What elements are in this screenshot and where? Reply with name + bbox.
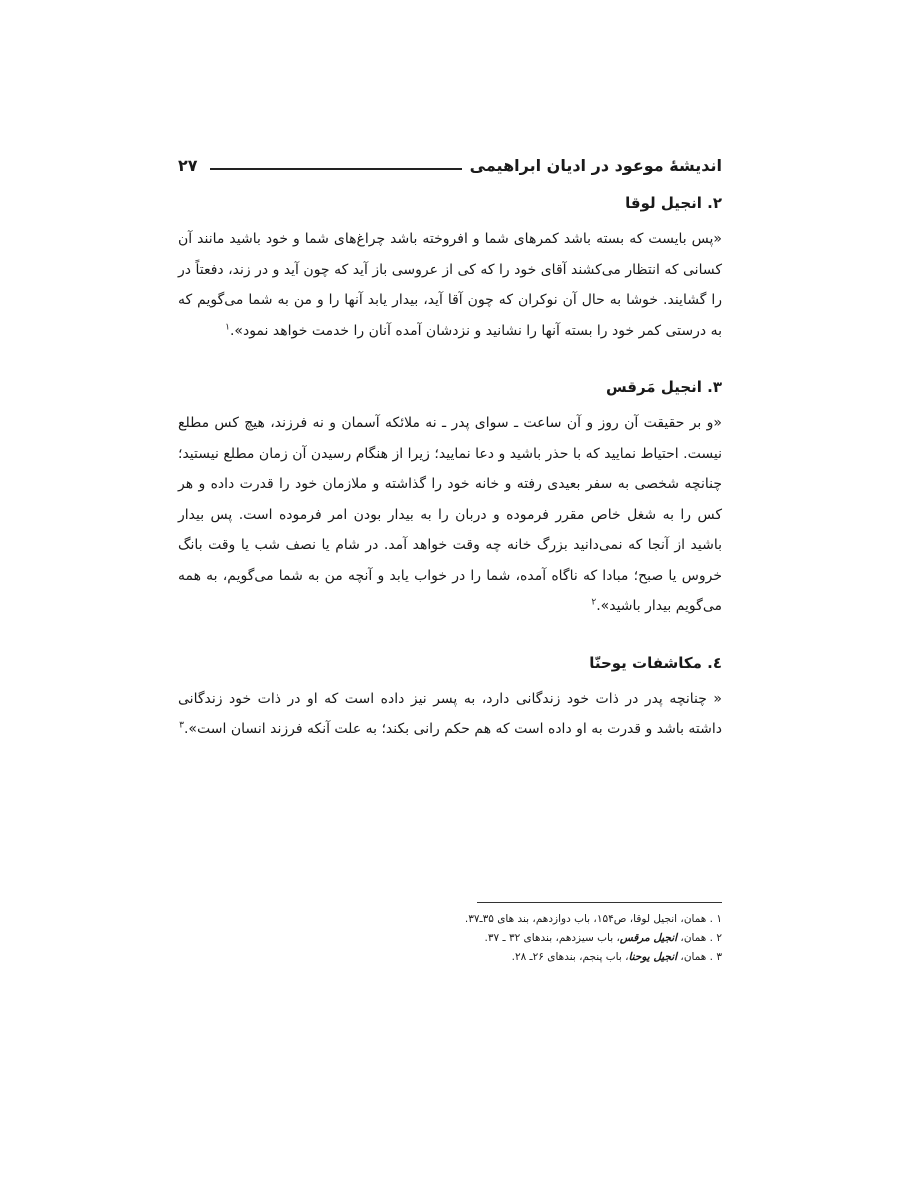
running-header (178, 150, 722, 180)
footnote-divider (477, 902, 722, 903)
footnote-emphasis: انجیل یوحنا (628, 951, 678, 963)
section-body (178, 684, 722, 745)
footnote-text: همان، (677, 932, 707, 944)
footnote-item (178, 910, 722, 929)
footnote-reference[interactable]: ۱ (225, 321, 230, 332)
header-rule (210, 168, 462, 170)
section-title: ۳. انجیل مَرقس (605, 378, 722, 396)
section-body (178, 408, 722, 622)
section-revelation (178, 652, 722, 745)
footnote-item (178, 929, 722, 948)
footnote-reference[interactable]: ۲ (591, 597, 597, 608)
footnote-text: همان، انجیل لوقا، ص۱۵۴، باب دوازدهم، بند های ۳۵ـ۳۷. (464, 913, 707, 925)
footnote-emphasis: انجیل مرقس (619, 932, 678, 944)
footnotes (178, 910, 722, 967)
section-mark (178, 376, 722, 622)
section-body (178, 224, 722, 346)
footnote-suffix: ، باب پنجم، بندهای ۲۶ـ ۲۸. (511, 951, 629, 963)
section-title: ۲. انجیل لوقا (625, 194, 722, 212)
section-luke (178, 192, 722, 346)
footnote-reference[interactable]: ۳ (179, 720, 184, 731)
running-header-title: اندیشهٔ موعود در ادیان ابراهیمی (469, 155, 722, 175)
section-text: « چنانچه پدر در ذات خود زندگانی دارد، به پسر نیز داده است که او در ذات خود زندگانی داشته باشد و قدرت به او داده است که هم حکم رانی بکند؛ به علت آنکه فرزند انسان است». (178, 690, 722, 737)
section-text: «پس بایست که بسته باشد کمرهای شما و افروخته باشد چراغ‌های شما و خود باشید مانند آن کسانی که انتظار می‌کشند آقای خود را که کی از عروسی باز آید که چون آید و در زند، دفعتاً در را گشایند. خوشا به حال آن نوکران که چون آقا آید، بیدار یابد آنها را و من به شما می‌گویم که به درستی کمر خود را بسته آنها را نشانید و نزدشان آمده آنان را خدمت خواهد نمود». (178, 231, 722, 339)
footnote-item (178, 948, 722, 967)
footnote-suffix: ، باب سیزدهم، بندهای ۳۲ ـ ۳۷. (484, 932, 620, 944)
footnote-text: همان، (677, 951, 707, 963)
footnote-number: ۳ . (706, 951, 722, 963)
section-title: ٤. مکاشفات یوحنّا (589, 653, 722, 672)
section-text: «و بر حقیقت آن روز و آن ساعت ـ سوای پدر ـ نه ملائکه آسمان و نه فرزند، هیچ کس مطلع نیست. احتیاط نمایید که با حذر باشید و دعا نمایید؛ زیرا از هنگام رسیدن آن زمان مطلع نیستید؛ چنانچه شخصی به سفر بعیدی رفته و خانه خود را گذاشته و ملازمان خود را قدرت داده و هر کس را به شغل خاص مقرر فرموده و دربان را به بیدار بودن امر فرموده است. پس بیدار باشید از آنجا که نمی‌دانید بزرگ خانه چه وقت خواهد آمد. در شام یا نصف شب یا وقت بانگ خروس یا صبح؛ مبادا که ناگاه آمده، شما را در خواب یابد و آنچه من به شما می‌گویم، به همه می‌گویم بیدار باشید». (178, 415, 722, 614)
book-page (178, 150, 722, 1050)
footnote-number: ۱ . (706, 913, 722, 925)
page-number: ۲۷ (178, 155, 198, 175)
footnote-number: ۲ . (706, 932, 722, 944)
